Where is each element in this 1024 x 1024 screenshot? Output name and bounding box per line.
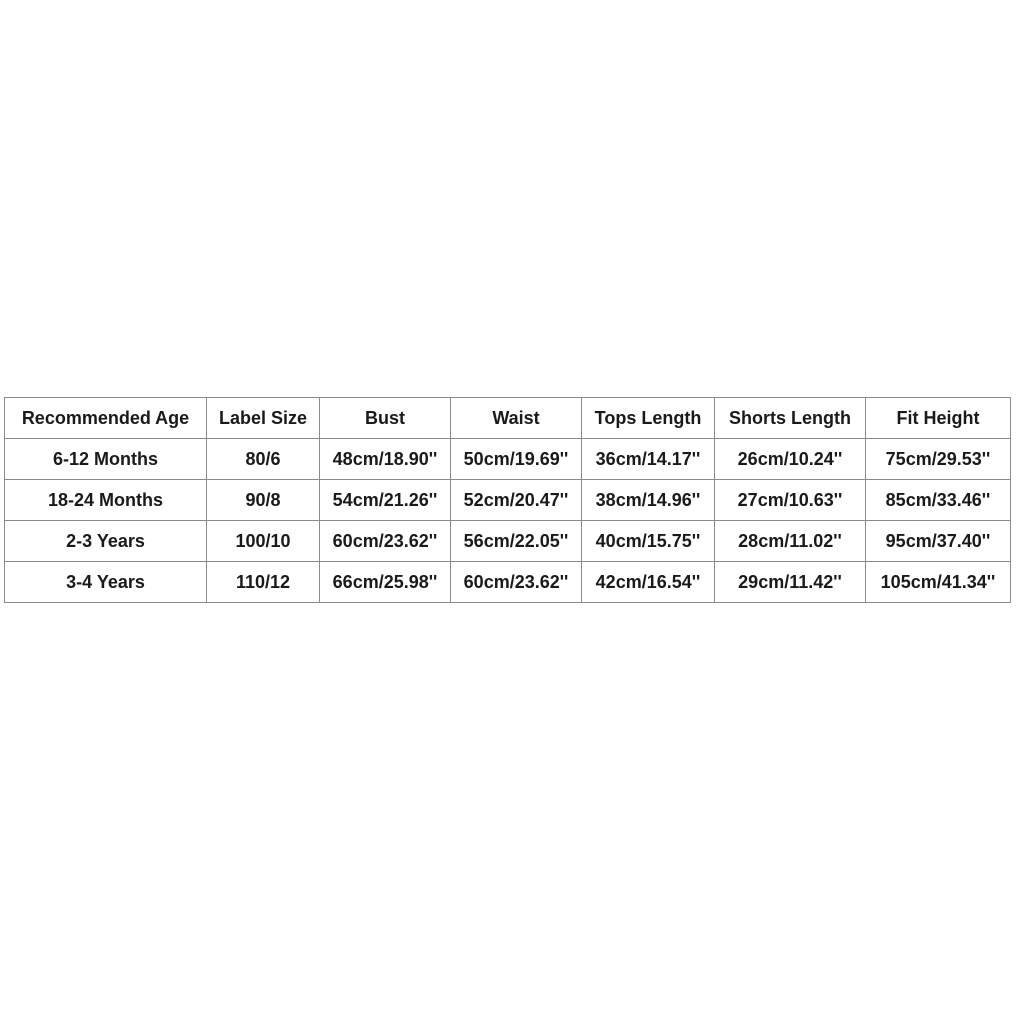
cell-fit-height: 75cm/29.53'': [866, 439, 1011, 480]
size-chart-table: [4, 397, 1011, 603]
header-bust: Bust: [320, 398, 451, 439]
table-row: [5, 439, 1011, 480]
cell-shorts-length: 26cm/10.24'': [715, 439, 866, 480]
cell-recommended-age: 2-3 Years: [5, 521, 207, 562]
cell-bust: 60cm/23.62'': [320, 521, 451, 562]
cell-label-size: 110/12: [207, 562, 320, 603]
cell-bust: 48cm/18.90'': [320, 439, 451, 480]
cell-tops-length: 36cm/14.17'': [582, 439, 715, 480]
cell-waist: 52cm/20.47'': [451, 480, 582, 521]
cell-bust: 66cm/25.98'': [320, 562, 451, 603]
table-row: [5, 521, 1011, 562]
cell-label-size: 100/10: [207, 521, 320, 562]
table-row: [5, 562, 1011, 603]
cell-tops-length: 40cm/15.75'': [582, 521, 715, 562]
header-recommended-age: Recommended Age: [5, 398, 207, 439]
cell-waist: 50cm/19.69'': [451, 439, 582, 480]
cell-recommended-age: 18-24 Months: [5, 480, 207, 521]
header-shorts-length: Shorts Length: [715, 398, 866, 439]
cell-tops-length: 38cm/14.96'': [582, 480, 715, 521]
cell-fit-height: 85cm/33.46'': [866, 480, 1011, 521]
cell-waist: 60cm/23.62'': [451, 562, 582, 603]
cell-waist: 56cm/22.05'': [451, 521, 582, 562]
cell-tops-length: 42cm/16.54'': [582, 562, 715, 603]
cell-label-size: 90/8: [207, 480, 320, 521]
cell-label-size: 80/6: [207, 439, 320, 480]
cell-bust: 54cm/21.26'': [320, 480, 451, 521]
header-tops-length: Tops Length: [582, 398, 715, 439]
header-waist: Waist: [451, 398, 582, 439]
header-fit-height: Fit Height: [866, 398, 1011, 439]
cell-recommended-age: 3-4 Years: [5, 562, 207, 603]
cell-fit-height: 105cm/41.34'': [866, 562, 1011, 603]
table-header-row: [5, 398, 1011, 439]
cell-fit-height: 95cm/37.40'': [866, 521, 1011, 562]
cell-recommended-age: 6-12 Months: [5, 439, 207, 480]
cell-shorts-length: 27cm/10.63'': [715, 480, 866, 521]
table-row: [5, 480, 1011, 521]
header-label-size: Label Size: [207, 398, 320, 439]
cell-shorts-length: 28cm/11.02'': [715, 521, 866, 562]
cell-shorts-length: 29cm/11.42'': [715, 562, 866, 603]
